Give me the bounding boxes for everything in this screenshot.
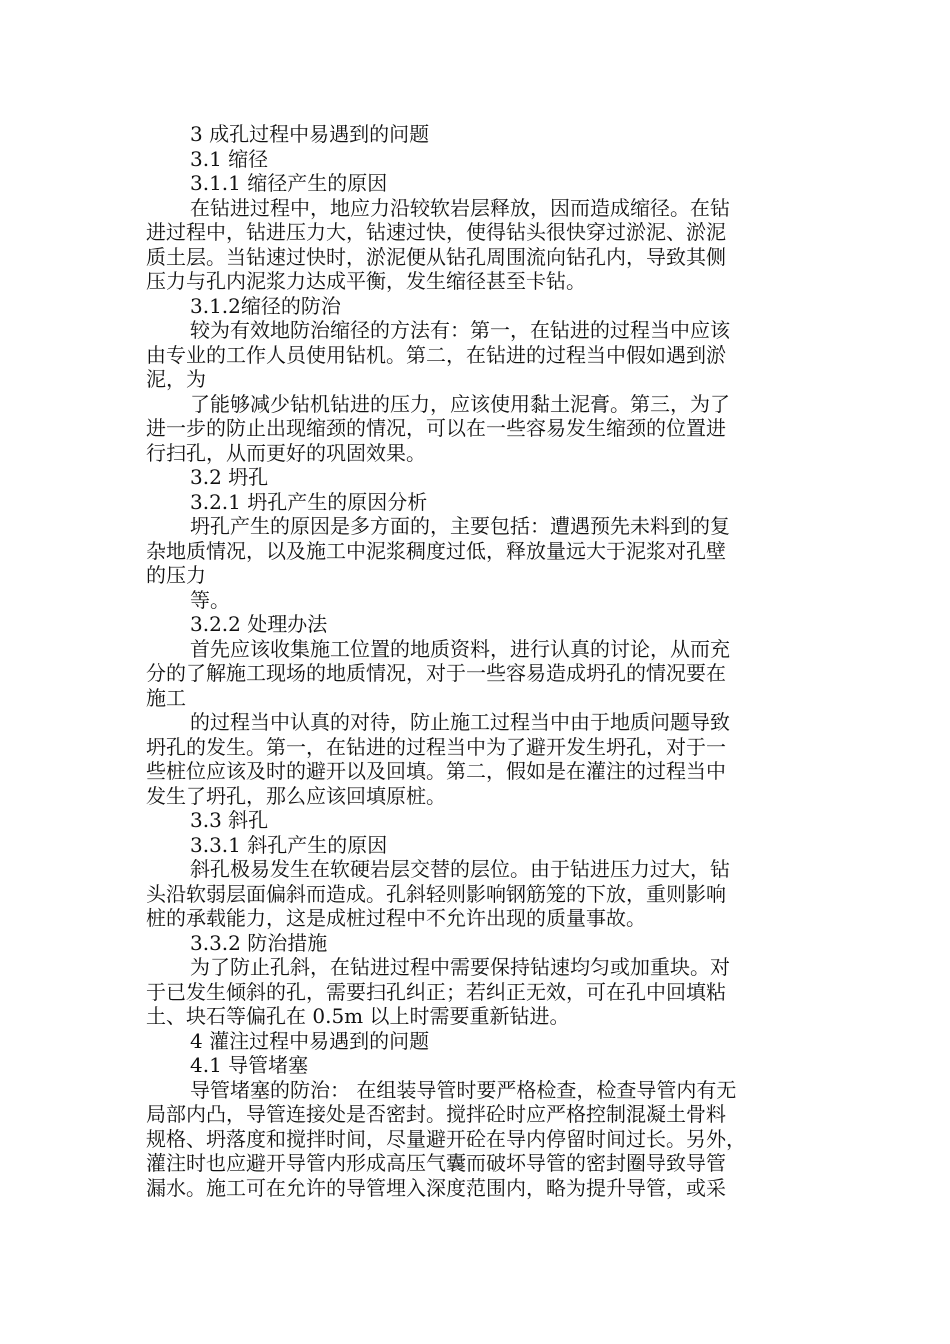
text-line: 导管堵塞的防治： 在组装导管时要严格检查，检查导管内有无 (190, 1077, 737, 1102)
text-line: 质土层。当钻速过快时，淤泥便从钻孔周围流向钻孔内，导致其侧 (146, 244, 726, 269)
text-line: 3.1.1 缩径产生的原因 (190, 171, 388, 195)
text-line: 4.1 导管堵塞 (190, 1053, 309, 1077)
text-line: 由专业的工作人员使用钻机。第二，在钻进的过程当中假如遇到淤 (146, 342, 726, 367)
text-line: 4 灌注过程中易遇到的问题 (190, 1028, 430, 1053)
text-line: 桩的承载能力，这是成桩过程中不允许出现的质量事故。 (146, 906, 646, 930)
text-line: 规格、坍落度和搅拌时间，尽量避开砼在导内停留时间过长。另外， (146, 1126, 746, 1151)
text-line: 了能够减少钻机钻进的压力，应该使用黏土泥膏。第三，为了 (190, 391, 730, 416)
text-line: 3.3 斜孔 (190, 808, 269, 832)
text-line: 坍孔产生的原因是多方面的，主要包括：遭遇预先未料到的复 (190, 514, 730, 538)
text-line: 漏水。施工可在允许的导管埋入深度范围内，略为提升导管，或采 (146, 1175, 726, 1200)
text-line: 进过程中，钻进压力大，钻速过快，使得钻头很快穿过淤泥、淤泥 (146, 220, 726, 244)
text-line: 等。 (190, 587, 230, 612)
text-line: 斜孔极易发生在软硬岩层交替的层位。由于钻进压力过大，钻 (190, 857, 730, 881)
text-line: 分的了解施工现场的地质情况，对于一些容易造成坍孔的情况要在 (146, 661, 726, 685)
document-body (144, 122, 806, 1200)
text-line: 施工 (146, 685, 186, 710)
text-line: 3.2.1 坍孔产生的原因分析 (190, 489, 428, 514)
text-line: 在钻进过程中，地应力沿较软岩层释放，因而造成缩径。在钻 (190, 195, 730, 220)
text-line: 土、块石等偏孔在 0.5m 以上时需要重新钻进。 (146, 1004, 570, 1028)
text-line: 3.2 坍孔 (190, 465, 269, 489)
text-line: 较为有效地防治缩径的方法有：第一，在钻进的过程当中应该 (190, 318, 730, 342)
text-line: 3.3.1 斜孔产生的原因 (190, 832, 388, 857)
text-line: 坍孔的发生。第一，在钻进的过程当中为了避开发生坍孔，对于一 (146, 734, 726, 759)
text-line: 的压力 (146, 563, 206, 587)
text-line: 杂地质情况，以及施工中泥浆稠度过低，释放量远大于泥浆对孔壁 (146, 538, 726, 563)
text-line: 行扫孔，从而更好的巩固效果。 (146, 440, 426, 465)
text-line: 3.1.2缩径的防治 (190, 293, 341, 318)
text-line: 3.1 缩径 (190, 146, 269, 171)
text-line: 灌注时也应避开导管内形成高压气囊而破坏导管的密封圈导致导管 (146, 1151, 726, 1175)
text-line: 局部内凸，导管连接处是否密封。搅拌砼时应严格控制混凝土骨料 (146, 1102, 726, 1126)
text-line: 于已发生倾斜的孔，需要扫孔纠正；若纠正无效，可在孔中回填粘 (146, 979, 726, 1004)
text-line: 为了防止孔斜，在钻进过程中需要保持钻速均匀或加重块。对 (190, 955, 730, 979)
text-line: 发生了坍孔，那么应该回填原桩。 (146, 783, 446, 808)
text-line: 些桩位应该及时的避开以及回填。第二，假如是在灌注的过程当中 (146, 759, 726, 783)
text-line: 首先应该收集施工位置的地质资料，进行认真的讨论，从而充 (190, 636, 730, 661)
text-line: 头沿软弱层面偏斜而造成。孔斜轻则影响钢筋笼的下放，重则影响 (146, 881, 726, 906)
text-line: 进一步的防止出现缩颈的情况，可以在一些容易发生缩颈的位置进 (146, 416, 726, 440)
text-line: 的过程当中认真的对待，防止施工过程当中由于地质问题导致 (190, 710, 730, 734)
text-line: 3.2.2 处理办法 (190, 612, 328, 636)
text-line: 泥，为 (146, 367, 206, 391)
text-line: 压力与孔内泥浆力达成平衡，发生缩径甚至卡钻。 (146, 269, 586, 293)
text-line: 3 成孔过程中易遇到的问题 (190, 122, 430, 146)
text-line: 3.3.2 防治措施 (190, 930, 328, 955)
